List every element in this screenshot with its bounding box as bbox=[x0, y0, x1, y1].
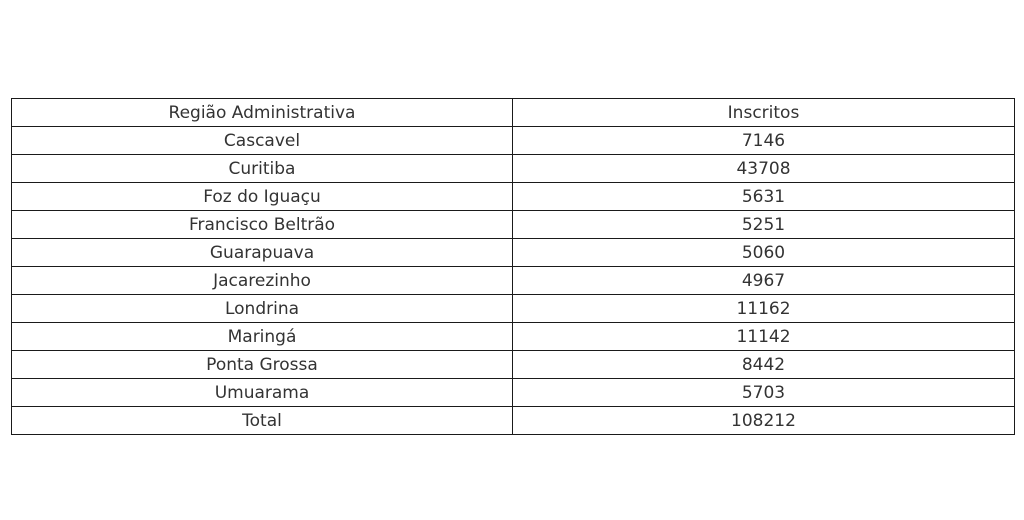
inscritos-cell: 5631 bbox=[513, 183, 1015, 211]
inscritos-cell: 8442 bbox=[513, 351, 1015, 379]
region-cell: Cascavel bbox=[12, 127, 513, 155]
region-cell: Foz do Iguaçu bbox=[12, 183, 513, 211]
table-row bbox=[12, 127, 1015, 155]
table-row bbox=[12, 239, 1015, 267]
inscritos-cell: 4967 bbox=[513, 267, 1015, 295]
column-header-regiao: Região Administrativa bbox=[12, 99, 513, 127]
data-table bbox=[11, 98, 1015, 435]
region-cell: Francisco Beltrão bbox=[12, 211, 513, 239]
table-body bbox=[12, 127, 1015, 435]
region-cell: Maringá bbox=[12, 323, 513, 351]
region-cell: Curitiba bbox=[12, 155, 513, 183]
inscritos-cell: 11142 bbox=[513, 323, 1015, 351]
table-row bbox=[12, 379, 1015, 407]
region-cell: Total bbox=[12, 407, 513, 435]
table-row bbox=[12, 295, 1015, 323]
table-row bbox=[12, 407, 1015, 435]
table-row bbox=[12, 267, 1015, 295]
table-row bbox=[12, 351, 1015, 379]
table-row bbox=[12, 211, 1015, 239]
header-row bbox=[12, 99, 1015, 127]
region-cell: Londrina bbox=[12, 295, 513, 323]
table-row bbox=[12, 323, 1015, 351]
region-cell: Ponta Grossa bbox=[12, 351, 513, 379]
table-row bbox=[12, 183, 1015, 211]
inscritos-cell: 108212 bbox=[513, 407, 1015, 435]
inscritos-cell: 7146 bbox=[513, 127, 1015, 155]
region-cell: Guarapuava bbox=[12, 239, 513, 267]
inscritos-cell: 11162 bbox=[513, 295, 1015, 323]
inscritos-cell: 43708 bbox=[513, 155, 1015, 183]
table-header bbox=[12, 99, 1015, 127]
region-cell: Jacarezinho bbox=[12, 267, 513, 295]
inscritos-cell: 5251 bbox=[513, 211, 1015, 239]
column-header-inscritos: Inscritos bbox=[513, 99, 1015, 127]
inscritos-cell: 5060 bbox=[513, 239, 1015, 267]
region-cell: Umuarama bbox=[12, 379, 513, 407]
inscritos-cell: 5703 bbox=[513, 379, 1015, 407]
table-row bbox=[12, 155, 1015, 183]
